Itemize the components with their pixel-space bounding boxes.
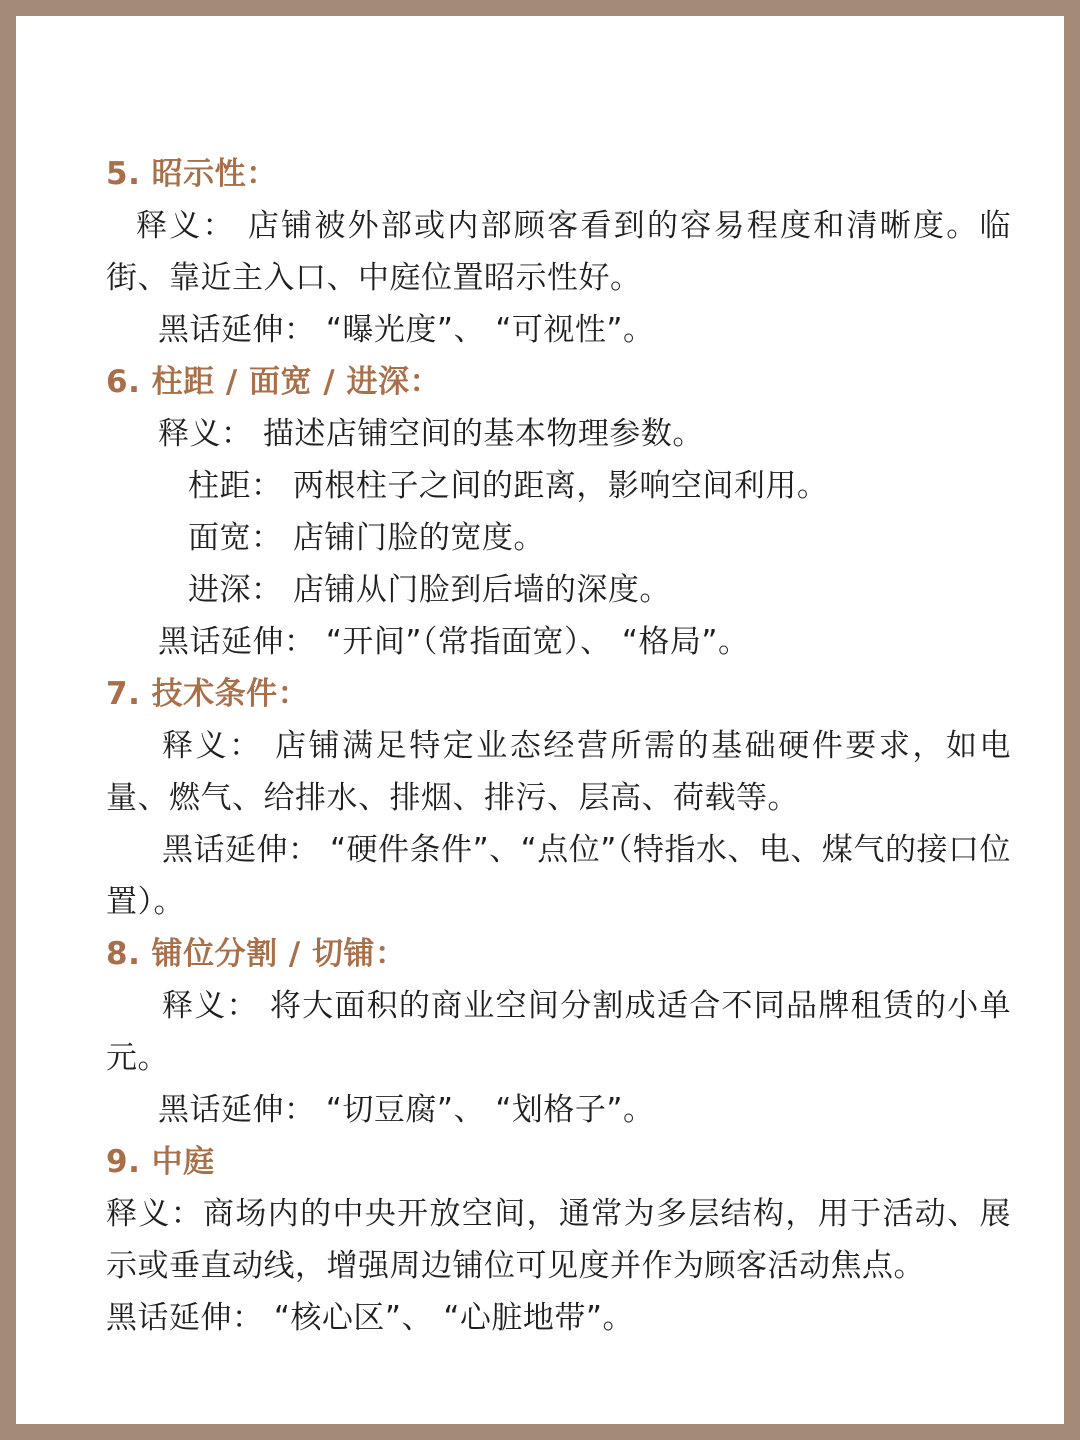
section-8-definition: 释义： 将大面积的商业空间分割成适合不同品牌租赁的小单元。 bbox=[106, 988, 1011, 1076]
section-5-slang: 黑话延伸： “曝光度”、 “可视性”。 bbox=[158, 312, 655, 348]
section-9-slang: 黑话延伸： “核心区”、 “心脏地带”。 bbox=[106, 1300, 634, 1336]
section-5-title: 5. 昭示性： bbox=[106, 156, 278, 192]
section-9-definition: 释义：商场内的中央开放空间，通常为多层结构，用于活动、展示或垂直动线，增强周边铺位可见度并作为顾客活动焦点。 bbox=[106, 1196, 1011, 1284]
section-7-slang: 黑话延伸： “硬件条件”、“点位”（特指水、电、煤气的接口位置）。 bbox=[106, 832, 1011, 920]
section-6-definition: 释义： 描述店铺空间的基本物理参数。 bbox=[158, 416, 704, 452]
section-6-item-frontage: 面宽： 店铺门脸的宽度。 bbox=[188, 520, 545, 556]
section-6-item-depth: 进深： 店铺从门脸到后墙的深度。 bbox=[188, 572, 671, 608]
section-6-title: 6. 柱距 / 面宽 / 进深： bbox=[106, 364, 441, 400]
section-6-item-column-spacing: 柱距： 两根柱子之间的距离，影响空间利用。 bbox=[188, 468, 829, 504]
section-7-definition: 释义： 店铺满足特定业态经营所需的基础硬件要求，如电量、燃气、给排水、排烟、排污、层高、荷载等。 bbox=[106, 728, 1011, 816]
section-9-title: 9. 中庭 bbox=[106, 1144, 215, 1180]
section-5-definition: 释义： 店铺被外部或内部顾客看到的容易程度和清晰度。临街、靠近主入口、中庭位置昭示性好。 bbox=[106, 208, 1011, 296]
article-body bbox=[106, 148, 1011, 1344]
section-8-slang: 黑话延伸： “切豆腐”、 “划格子”。 bbox=[158, 1092, 655, 1128]
section-7-title: 7. 技术条件： bbox=[106, 676, 310, 712]
page-card bbox=[16, 16, 1064, 1424]
section-8-title: 8. 铺位分割 / 切铺： bbox=[106, 936, 407, 972]
section-6-slang: 黑话延伸： “开间”（常指面宽）、 “格局”。 bbox=[158, 624, 750, 660]
